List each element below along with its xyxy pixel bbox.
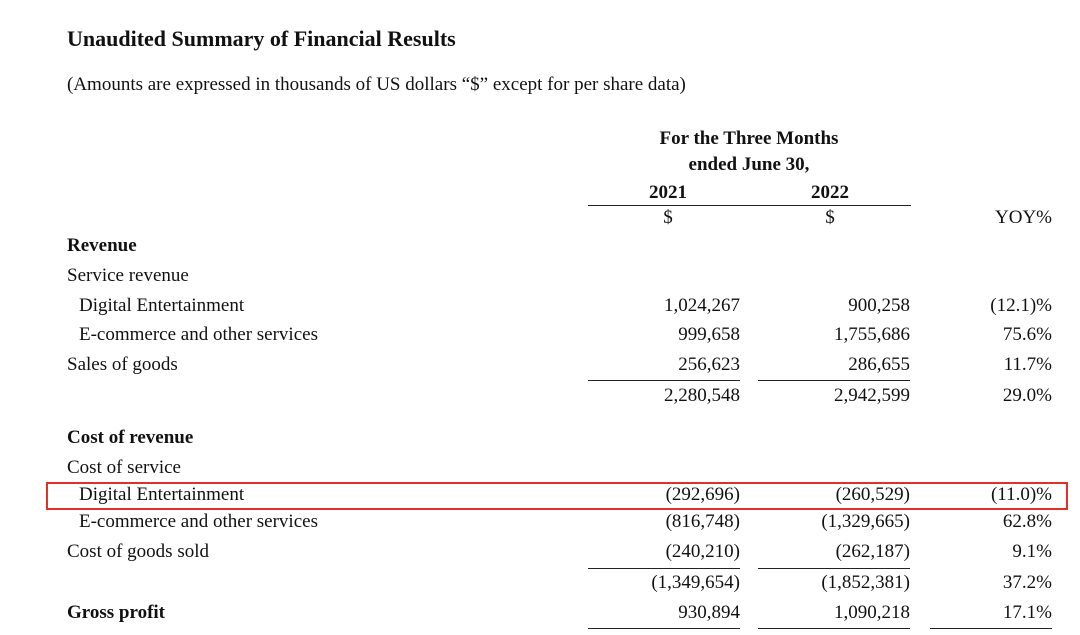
row-label: E-commerce and other services — [79, 511, 318, 532]
period-header-line2: ended June 30, — [688, 154, 810, 175]
yoy-value: 75.6% — [1002, 324, 1052, 345]
period-header-line1: For the Three Months — [659, 128, 839, 149]
value-2022: (262,187) — [835, 541, 910, 562]
yoy-value: (12.1)% — [990, 295, 1052, 316]
yoy-value: 37.2% — [1002, 572, 1052, 593]
yoy-value: 62.8% — [1002, 511, 1052, 532]
value-2022: (1,852,381) — [821, 572, 910, 593]
subtotal-rule — [758, 380, 910, 381]
value-2022: 2,942,599 — [834, 385, 910, 406]
page-title: Unaudited Summary of Financial Results — [67, 26, 456, 51]
row-label: Sales of goods — [67, 354, 178, 375]
value-2021: (816,748) — [665, 511, 740, 532]
yoy-value: 29.0% — [1002, 385, 1052, 406]
row-label: E-commerce and other services — [79, 324, 318, 345]
gross-profit-label: Gross profit — [67, 602, 165, 623]
revenue-heading: Revenue — [67, 235, 137, 256]
header-rule — [588, 205, 911, 206]
value-2022: (260,529) — [835, 484, 910, 505]
currency-2022: $ — [825, 207, 835, 228]
cost-of-service-label: Cost of service — [67, 457, 181, 478]
subtotal-rule — [588, 380, 740, 381]
value-2021: 2,280,548 — [664, 385, 740, 406]
yoy-value: 11.7% — [1003, 354, 1052, 375]
value-2022: 1,755,686 — [834, 324, 910, 345]
page-subtitle: (Amounts are expressed in thousands of US dollars “$” except for per share data) — [67, 74, 686, 95]
value-2022: 900,258 — [848, 295, 910, 316]
row-label: Cost of goods sold — [67, 541, 209, 562]
total-rule — [758, 628, 910, 629]
currency-2021: $ — [663, 207, 673, 228]
value-2021: 930,894 — [678, 602, 740, 623]
row-label: Digital Entertainment — [79, 295, 245, 316]
value-2021: (1,349,654) — [651, 572, 740, 593]
yoy-value: 9.1% — [1012, 541, 1052, 562]
value-2021: (292,696) — [665, 484, 740, 505]
value-2021: 999,658 — [678, 324, 740, 345]
value-2022: 286,655 — [848, 354, 910, 375]
value-2022: 1,090,218 — [834, 602, 910, 623]
yoy-value: (11.0)% — [990, 484, 1052, 505]
subtotal-rule — [758, 568, 910, 569]
yoy-value: 17.1% — [1002, 602, 1052, 623]
yoy-header: YOY% — [995, 207, 1052, 228]
year-2021-header: 2021 — [649, 182, 687, 203]
cost-of-revenue-heading: Cost of revenue — [67, 427, 194, 448]
row-label: Digital Entertainment — [79, 484, 245, 505]
value-2021: (240,210) — [665, 541, 740, 562]
value-2021: 256,623 — [678, 354, 740, 375]
total-rule — [588, 628, 740, 629]
total-rule — [930, 628, 1052, 629]
value-2022: (1,329,665) — [821, 511, 910, 532]
year-2022-header: 2022 — [811, 182, 849, 203]
value-2021: 1,024,267 — [664, 295, 740, 316]
service-revenue-label: Service revenue — [67, 265, 189, 286]
subtotal-rule — [588, 568, 740, 569]
